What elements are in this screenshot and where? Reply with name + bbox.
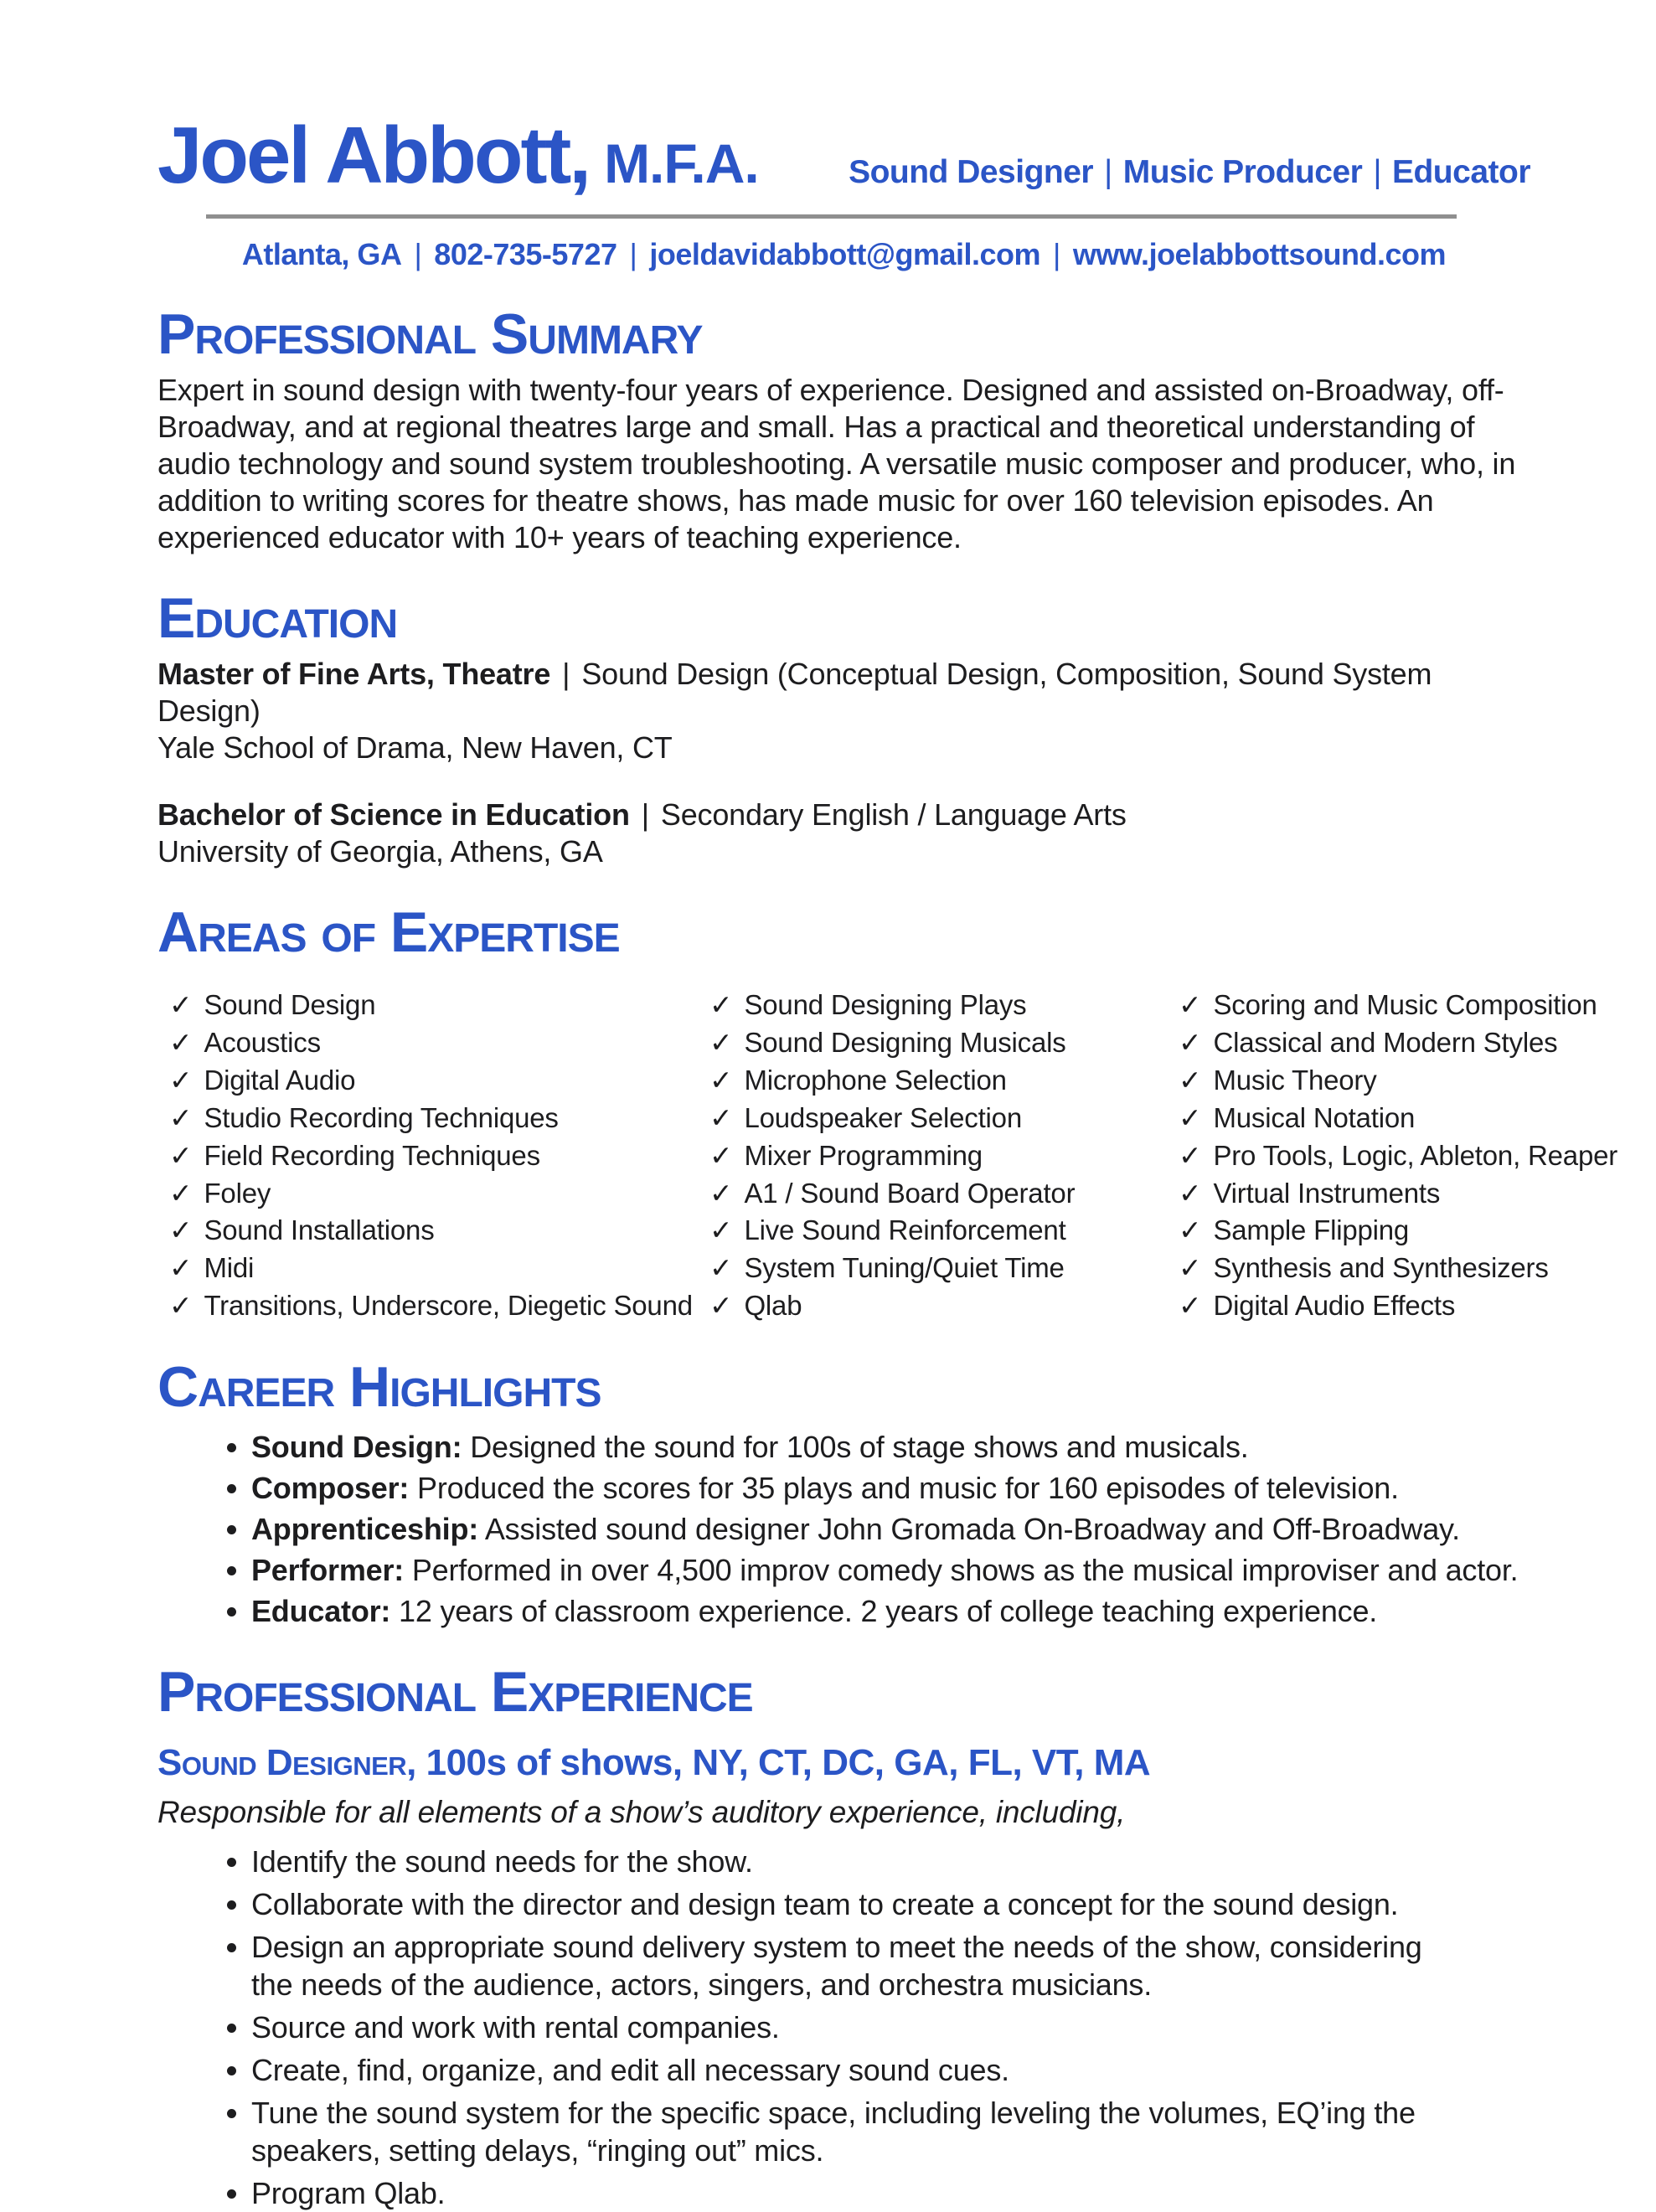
expertise-label: Pro Tools, Logic, Ableton, Reaper bbox=[1213, 1139, 1618, 1171]
checkmark-icon: ✓ bbox=[709, 1139, 733, 1171]
checkmark-icon: ✓ bbox=[1179, 1214, 1202, 1246]
expertise-column bbox=[1179, 987, 1617, 1325]
separator: | bbox=[562, 657, 570, 692]
career-highlights-list bbox=[157, 1428, 1530, 1630]
checkmark-icon: ✓ bbox=[1179, 1027, 1202, 1059]
expertise-label: Classical and Modern Styles bbox=[1213, 1027, 1558, 1059]
checkmark-icon: ✓ bbox=[709, 1252, 733, 1284]
tagline bbox=[849, 154, 1530, 191]
expertise-label: Midi bbox=[204, 1252, 255, 1284]
checkmark-icon: ✓ bbox=[1179, 989, 1202, 1021]
checkmark-icon: ✓ bbox=[169, 1139, 193, 1171]
checkmark-icon: ✓ bbox=[709, 1101, 733, 1133]
school-line: University of Georgia, Athens, GA bbox=[157, 833, 603, 869]
highlight-item bbox=[251, 1551, 1530, 1589]
school-line: Yale School of Drama, New Haven, CT bbox=[157, 730, 673, 766]
checkmark-icon: ✓ bbox=[169, 1252, 193, 1284]
expertise-item bbox=[169, 1024, 709, 1062]
expertise-column bbox=[709, 987, 1179, 1325]
checkmark-icon: ✓ bbox=[709, 1214, 733, 1246]
degree-name: Bachelor of Science in Education bbox=[157, 797, 630, 832]
education-degree-line bbox=[157, 797, 1530, 833]
expertise-label: Studio Recording Techniques bbox=[204, 1101, 559, 1133]
contact-website: www.joelabbottsound.com bbox=[1072, 237, 1447, 271]
experience-bullet: • Design an appropriate sound delivery system to meet the needs of the show, considering the needs of the audience, actors, singers, and orchestra musicians. bbox=[251, 1928, 1441, 2003]
job-role-title: Sound Designer bbox=[157, 1741, 407, 1783]
contact-location: Atlanta, GA bbox=[241, 237, 402, 271]
highlight-text: Designed the sound for 100s of stage shows and musicals. bbox=[470, 1430, 1249, 1465]
expertise-label: Microphone Selection bbox=[744, 1064, 1007, 1096]
degree-name: Master of Fine Arts, Theatre bbox=[157, 657, 551, 692]
expertise-label: Foley bbox=[204, 1177, 271, 1209]
expertise-label: Scoring and Music Composition bbox=[1213, 989, 1597, 1021]
expertise-item bbox=[1179, 1287, 1617, 1325]
expertise-label: Sample Flipping bbox=[1213, 1214, 1410, 1246]
checkmark-icon: ✓ bbox=[1179, 1139, 1202, 1171]
expertise-label: Sound Design bbox=[204, 989, 376, 1021]
checkmark-icon: ✓ bbox=[169, 1101, 193, 1133]
experience-bullet-list bbox=[157, 1843, 1530, 2212]
expertise-item bbox=[169, 1100, 709, 1137]
expertise-item bbox=[709, 1062, 1179, 1100]
education-degree-line bbox=[157, 656, 1530, 730]
expertise-label: Digital Audio bbox=[204, 1064, 356, 1096]
job-role-intro: Responsible for all elements of a show’s auditory experience, including, bbox=[157, 1794, 1126, 1829]
experience-bullet: • Program Qlab. bbox=[251, 2174, 1530, 2212]
expertise-item bbox=[169, 1287, 709, 1325]
expertise-label: Mixer Programming bbox=[744, 1139, 983, 1171]
experience-bullet: • Create, find, organize, and edit all necessary sound cues. bbox=[251, 2051, 1530, 2089]
expertise-item bbox=[1179, 1024, 1617, 1062]
expertise-item bbox=[169, 1250, 709, 1287]
tagline-item: Educator bbox=[1391, 154, 1530, 190]
highlight-item bbox=[251, 1592, 1530, 1630]
checkmark-icon: ✓ bbox=[169, 1027, 193, 1059]
header-divider bbox=[206, 214, 1457, 219]
section-title-professional-summary: Professional Summary bbox=[157, 302, 703, 366]
expertise-label: Virtual Instruments bbox=[1213, 1177, 1441, 1209]
expertise-label: Sound Installations bbox=[204, 1214, 435, 1246]
section-title-education: Education bbox=[157, 585, 398, 650]
person-credential: M.F.A. bbox=[604, 132, 759, 194]
highlight-text: Performed in over 4,500 improv comedy shows as the musical improviser and actor. bbox=[411, 1553, 1519, 1588]
highlight-text: Assisted sound designer John Gromada On-Broadway and Off-Broadway. bbox=[484, 1512, 1460, 1547]
expertise-item bbox=[1179, 1137, 1617, 1175]
checkmark-icon: ✓ bbox=[1179, 1290, 1202, 1322]
degree-detail: Sound Design (Conceptual Design, Composition, Sound System Design) bbox=[157, 657, 1432, 729]
separator: | bbox=[1053, 237, 1060, 271]
checkmark-icon: ✓ bbox=[709, 1027, 733, 1059]
experience-bullet: • Source and work with rental companies. bbox=[251, 2008, 1530, 2046]
experience-bullet: • Collaborate with the director and design team to create a concept for the sound design. bbox=[251, 1885, 1530, 1923]
education-entry bbox=[157, 797, 1530, 870]
degree-detail: Secondary English / Language Arts bbox=[660, 797, 1127, 832]
expertise-item bbox=[709, 1100, 1179, 1137]
expertise-item bbox=[1179, 1062, 1617, 1100]
expertise-item bbox=[709, 987, 1179, 1024]
expertise-item bbox=[1179, 1100, 1617, 1137]
contact-email: joeldavidabbott@gmail.com bbox=[649, 237, 1041, 271]
tagline-item: Sound Designer bbox=[849, 154, 1094, 190]
expertise-item bbox=[709, 1250, 1179, 1287]
highlight-item bbox=[251, 1428, 1530, 1466]
job-role-detail: , 100s of shows, NY, CT, DC, GA, FL, VT, MA bbox=[406, 1741, 1151, 1783]
expertise-grid bbox=[157, 987, 1618, 1325]
checkmark-icon: ✓ bbox=[169, 1214, 193, 1246]
experience-bullet: • Identify the sound needs for the show. bbox=[251, 1843, 1530, 1880]
checkmark-icon: ✓ bbox=[709, 1064, 733, 1096]
checkmark-icon: ✓ bbox=[169, 1064, 193, 1096]
expertise-item bbox=[169, 1137, 709, 1175]
expertise-item bbox=[1179, 1175, 1617, 1213]
checkmark-icon: ✓ bbox=[709, 989, 733, 1021]
expertise-item bbox=[709, 1287, 1179, 1325]
section-title-professional-experience: Professional Experience bbox=[157, 1660, 753, 1725]
education-entry bbox=[157, 656, 1530, 766]
expertise-label: Sound Designing Musicals bbox=[744, 1027, 1066, 1059]
expertise-label: Qlab bbox=[744, 1290, 802, 1322]
tagline-item: Music Producer bbox=[1122, 154, 1363, 190]
highlight-item bbox=[251, 1469, 1530, 1507]
header bbox=[157, 111, 1530, 200]
expertise-item bbox=[1179, 1212, 1617, 1250]
checkmark-icon: ✓ bbox=[169, 1290, 193, 1322]
expertise-item bbox=[709, 1137, 1179, 1175]
expertise-item bbox=[169, 1175, 709, 1213]
expertise-label: Field Recording Techniques bbox=[204, 1139, 540, 1171]
highlight-label: Apprenticeship: bbox=[251, 1512, 479, 1547]
job-role-heading bbox=[157, 1741, 1530, 1783]
expertise-item bbox=[169, 1212, 709, 1250]
expertise-label: Music Theory bbox=[1213, 1064, 1377, 1096]
contact-phone: 802-735-5727 bbox=[434, 237, 617, 271]
expertise-item bbox=[709, 1212, 1179, 1250]
separator: | bbox=[1373, 154, 1381, 190]
separator: | bbox=[414, 237, 422, 271]
checkmark-icon: ✓ bbox=[709, 1177, 733, 1209]
expertise-label: Synthesis and Synthesizers bbox=[1213, 1252, 1549, 1284]
expertise-item bbox=[169, 1062, 709, 1100]
highlight-text: Produced the scores for 35 plays and music for 160 episodes of television. bbox=[417, 1471, 1399, 1506]
highlight-label: Sound Design: bbox=[251, 1430, 462, 1465]
experience-bullet: • Tune the sound system for the specific space, including leveling the volumes, EQ’ing the speakers, setting delays, “ringing out” mics. bbox=[251, 2094, 1441, 2169]
expertise-item bbox=[1179, 1250, 1617, 1287]
highlight-label: Educator: bbox=[251, 1594, 391, 1629]
separator: | bbox=[641, 797, 649, 832]
expertise-label: Musical Notation bbox=[1213, 1101, 1416, 1133]
section-title-career-highlights: Career Highlights bbox=[157, 1355, 601, 1420]
person-name: Joel Abbott, bbox=[157, 111, 590, 200]
expertise-label: Acoustics bbox=[204, 1027, 321, 1059]
separator: | bbox=[1104, 154, 1112, 190]
summary-paragraph: Expert in sound design with twenty-four years of experience. Designed and assisted on-Broadway, off-Broadway, and at regional theatres large and small. Has a practical and theoretical understanding of audio technology and sound system troubleshooting. A versatile music composer and producer, who, in addition to writing scores for theatre shows, has made music for over 160 television episodes. An experienced educator with 10+ years of teaching experience. bbox=[157, 373, 1516, 554]
expertise-label: A1 / Sound Board Operator bbox=[744, 1177, 1076, 1209]
expertise-label: Digital Audio Effects bbox=[1213, 1290, 1456, 1322]
checkmark-icon: ✓ bbox=[1179, 1064, 1202, 1096]
expertise-label: Live Sound Reinforcement bbox=[744, 1214, 1066, 1246]
expertise-label: Sound Designing Plays bbox=[744, 989, 1027, 1021]
expertise-item bbox=[709, 1024, 1179, 1062]
checkmark-icon: ✓ bbox=[1179, 1101, 1202, 1133]
separator: | bbox=[629, 237, 637, 271]
highlight-item bbox=[251, 1510, 1530, 1548]
highlight-label: Performer: bbox=[251, 1553, 405, 1588]
expertise-label: Loudspeaker Selection bbox=[744, 1101, 1022, 1133]
expertise-label: Transitions, Underscore, Diegetic Sound bbox=[204, 1290, 693, 1322]
checkmark-icon: ✓ bbox=[169, 1177, 193, 1209]
expertise-label: System Tuning/Quiet Time bbox=[744, 1252, 1065, 1284]
expertise-column bbox=[169, 987, 709, 1325]
expertise-item bbox=[169, 987, 709, 1024]
checkmark-icon: ✓ bbox=[169, 989, 193, 1021]
highlight-text: 12 years of classroom experience. 2 years of college teaching experience. bbox=[399, 1594, 1378, 1629]
checkmark-icon: ✓ bbox=[709, 1290, 733, 1322]
expertise-item bbox=[1179, 987, 1617, 1024]
checkmark-icon: ✓ bbox=[1179, 1252, 1202, 1284]
contact-line bbox=[157, 237, 1530, 272]
highlight-label: Composer: bbox=[251, 1471, 410, 1506]
checkmark-icon: ✓ bbox=[1179, 1177, 1202, 1209]
section-title-areas-of-expertise: Areas of Expertise bbox=[157, 900, 620, 964]
expertise-item bbox=[709, 1175, 1179, 1213]
